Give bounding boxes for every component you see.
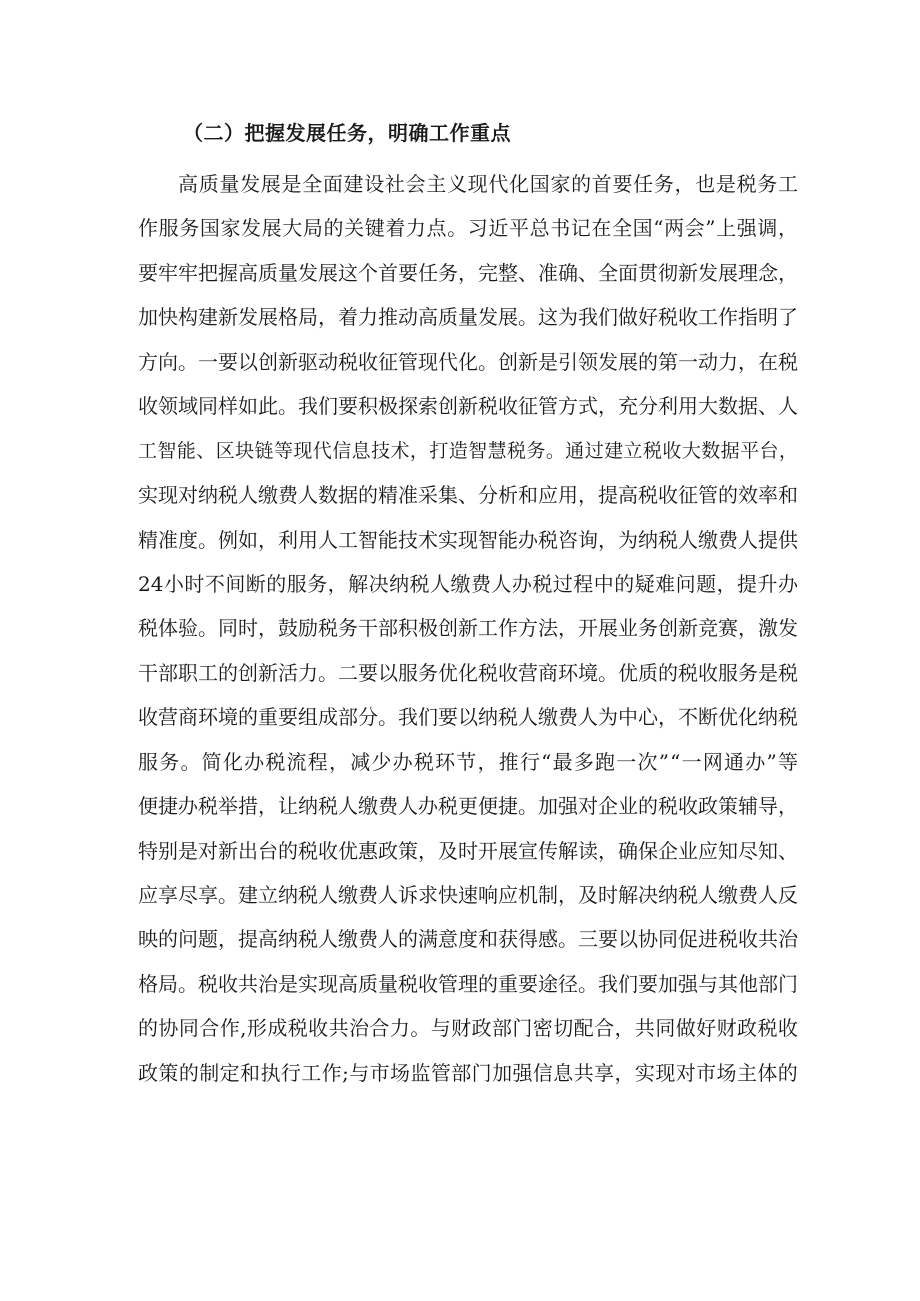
paragraph-line: 干 部 职 工 的 创 新 活 力 。 二 要 以 服 务 优 化 税 收 营 商 环 境 。 优 质 的 税 收 服 务 是 税 bbox=[138, 660, 798, 685]
paragraph-line: 格 局 。 税 收 共 治 是 实 现 高 质 量 税 收 管 理 的 重 要 途 径 。 我 们 要 加 强 与 其 他 部 门 bbox=[138, 971, 798, 996]
paragraph-line: 服 务 。 简 化 办 税 流 程 ， 减 少 办 税 环 节 ， 推 行 “ 最 多 跑 一 次 ” “ 一 网 通 办 ” 等 bbox=[138, 749, 798, 774]
paragraph-line: 24 小 时 不 间 断 的 服 务 ， 解 决 纳 税 人 缴 费 人 办 税 过 程 中 的 疑 难 问 题 ， 提 升 办 bbox=[138, 571, 798, 596]
paragraph-line: 便 捷 办 税 举 措 ， 让 纳 税 人 缴 费 人 办 税 更 便 捷 。 加 强 对 企 业 的 税 收 政 策 辅 导 ， bbox=[138, 794, 798, 819]
paragraph-line: 映 的 问 题 ， 提 高 纳 税 人 缴 费 人 的 满 意 度 和 获 得 感 。 三 要 以 协 同 促 进 税 收 共 治 bbox=[138, 927, 798, 952]
paragraph-line: 特 别 是 对 新 出 台 的 税 收 优 惠 政 策 ， 及 时 开 展 宣 传 解 读 ， 确 保 企 业 应 知 尽 知 、 bbox=[138, 838, 798, 863]
paragraph-line: 收 领 域 同 样 如 此 。 我 们 要 积 极 探 索 创 新 税 收 征 管 方 式 ， 充 分 利 用 大 数 据 、 人 bbox=[138, 394, 798, 419]
paragraph-line: 作 服 务 国 家 发 展 大 局 的 关 键 着 力 点 。 习 近 平 总 书 记 在 全 国 “ 两 会 ” 上 强 调 ， bbox=[138, 216, 798, 241]
paragraph-line: 实 现 对 纳 税 人 缴 费 人 数 据 的 精 准 采 集 、 分 析 和 应 用 ， 提 高 税 收 征 管 的 效 率 和 bbox=[138, 483, 798, 508]
paragraph-line: 高 质 量 发 展 是 全 面 建 设 社 会 主 义 现 代 化 国 家 的 首 要 任 务 ， 也 是 税 务 工 bbox=[178, 172, 798, 196]
paragraph-line: 方 向 。 一 要 以 创 新 驱 动 税 收 征 管 现 代 化 。 创 新 是 引 领 发 展 的 第 一 动 力 ， 在 税 bbox=[138, 349, 798, 374]
paragraph-line: 政 策 的 制 定 和 执 行 工 作 ; 与 市 场 监 管 部 门 加 强 信 息 共 享 ， 实 现 对 市 场 主 体 的 bbox=[138, 1060, 798, 1085]
paragraph-line: 的 协 同 合 作 , 形 成 税 收 共 治 合 力 。 与 财 政 部 门 密 切 配 合 ， 共 同 做 好 财 政 税 收 bbox=[138, 1016, 798, 1041]
paragraph-line: 要 牢 牢 把 握 高 质 量 发 展 这 个 首 要 任 务 ， 完 整 、 准 确 、 全 面 贯 彻 新 发 展 理 念 ， bbox=[138, 260, 798, 285]
section-heading: （二）把握发展任务，明确工作重点 bbox=[183, 121, 511, 145]
paragraph-line: 精 准 度 。 例 如 ， 利 用 人 工 智 能 技 术 实 现 智 能 办 税 咨 询 ， 为 纳 税 人 缴 费 人 提 供 bbox=[138, 527, 798, 552]
paragraph-line: 收 营 商 环 境 的 重 要 组 成 部 分 。 我 们 要 以 纳 税 人 缴 费 人 为 中 心 ， 不 断 优 化 纳 税 bbox=[138, 705, 798, 730]
paragraph-line: 加 快 构 建 新 发 展 格 局 ， 着 力 推 动 高 质 量 发 展 。 这 为 我 们 做 好 税 收 工 作 指 明 了 bbox=[138, 305, 798, 330]
paragraph-line: 税 体 验 。 同 时 ， 鼓 励 税 务 干 部 积 极 创 新 工 作 方 法 ， 开 展 业 务 创 新 竞 赛 ， 激 发 bbox=[138, 616, 798, 641]
paragraph-line: 工 智 能 、 区 块 链 等 现 代 信 息 技 术 ， 打 造 智 慧 税 务 。 通 过 建 立 税 收 大 数 据 平 台 ， bbox=[138, 439, 798, 462]
paragraph-line: 应 享 尽 享 。 建 立 纳 税 人 缴 费 人 诉 求 快 速 响 应 机 制 ， 及 时 解 决 纳 税 人 缴 费 人 反 bbox=[138, 883, 798, 907]
body-paragraph bbox=[138, 162, 798, 1095]
